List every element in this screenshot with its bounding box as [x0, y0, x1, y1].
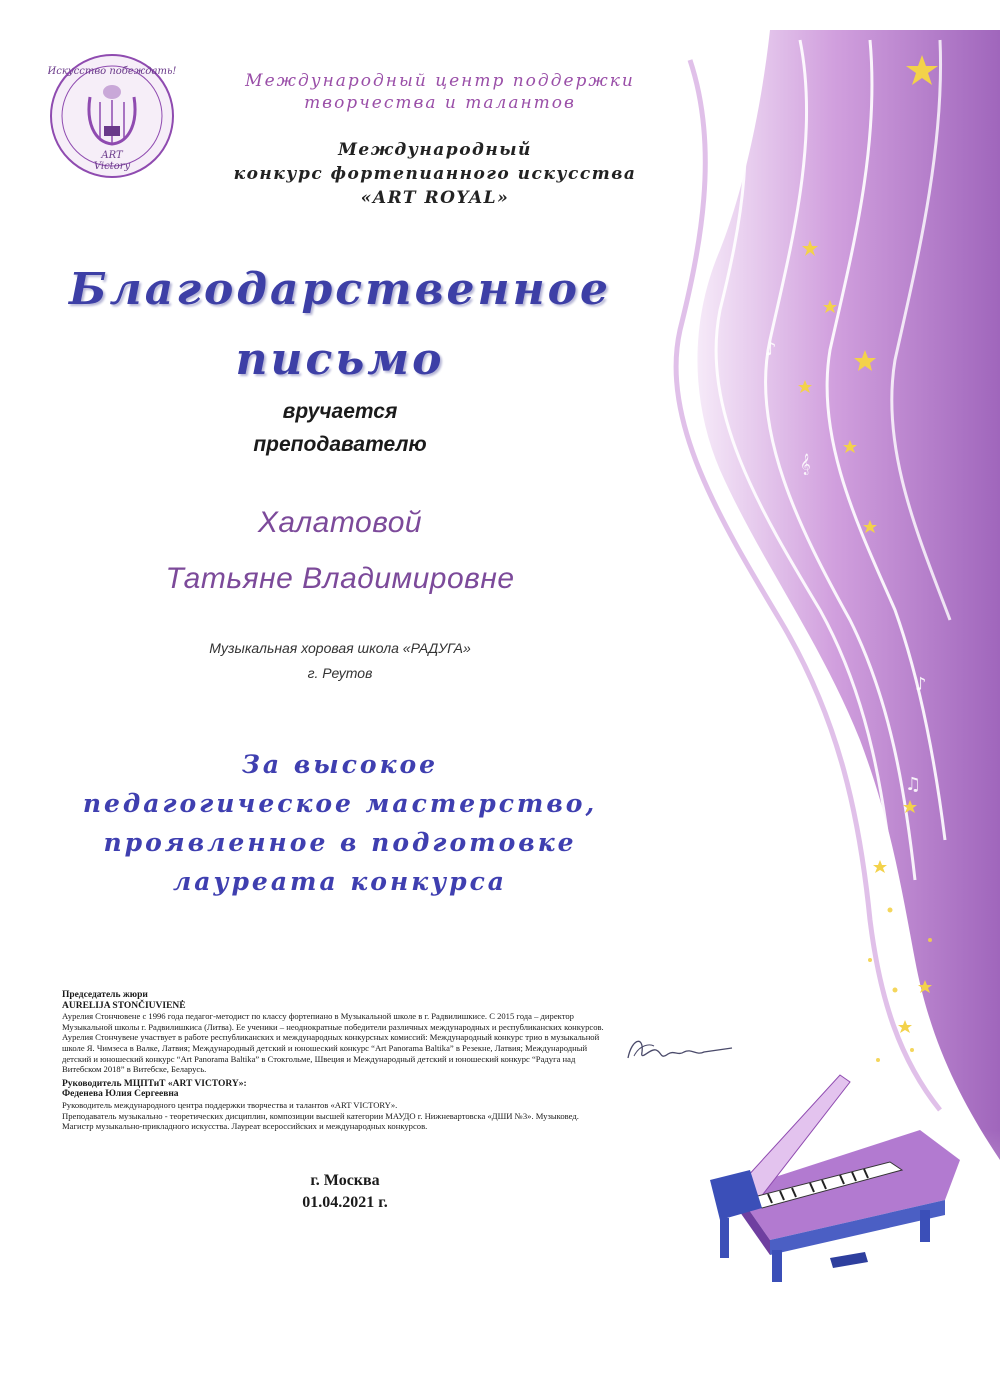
jury-chair-bio-line: Аурелия Стончювене с 1996 года педагог-методист по классу фортепиано в Музыкальной школе в г. Радвилишкисе. С 2015 года – директор: [62, 1011, 574, 1022]
head-bio-line: Магистр музыкально-прикладного искусства. Лауреат всероссийских и международных конкурсов.: [62, 1121, 428, 1132]
svg-text:♪: ♪: [765, 339, 777, 360]
merit-line-2: педагогическое мастерство,: [82, 789, 598, 818]
title-line-1: Благодарственное: [68, 264, 611, 315]
jury-chair-bio-line: Витебском 2018” в Витебске, Беларусь.: [62, 1064, 207, 1075]
recipient-given-name: Татьяне Владимировне: [165, 562, 515, 595]
presented-line-2: преподавателю: [253, 433, 427, 456]
place-and-date: [270, 1170, 420, 1214]
organizer-name: [240, 70, 640, 114]
head-bio-line: Руководитель международного центра поддержки творчества и талантов «ART VICTORY».: [62, 1099, 398, 1110]
certificate-title: [30, 255, 650, 395]
merit-line-3: проявленное в подготовке: [103, 828, 577, 857]
school-name: Музыкальная хоровая школа «РАДУГА»: [209, 640, 471, 656]
organizer-line-1: Международный центр поддержки: [245, 71, 635, 91]
recipient-surname: Халатовой: [257, 506, 423, 539]
signature: [620, 1030, 740, 1070]
head-name: Феденева Юлия Сергеевна: [62, 1089, 179, 1100]
jury-chair-bio-line: Аурелия Стончувене участвует в работе республиканских и международных конкурсных комиссий: Международный конкурс трио в музыкальной: [62, 1032, 600, 1043]
contest-line-1: Международный: [338, 140, 532, 160]
school-info: [140, 636, 540, 686]
svg-text:Искусство побеждать!: Искусство побеждать!: [48, 66, 176, 77]
head-title: Руководитель МЦПТиТ «ART VICTORY»:: [62, 1078, 247, 1089]
merit-line-1: За высокое: [241, 750, 439, 779]
jury-chair-bio-line: детский и юношеский конкурс “Art Panorama Baltika” в Стокгольме, Швеция и Международный детский и юношеский конкурс “Радуга над: [62, 1053, 576, 1064]
svg-text:Victory: Victory: [93, 161, 131, 172]
jury-chair-bio-line: школе Я. Чимзеса в Валке, Латвия; Международный детский и юношеский конкурс “Art Panorama Baltika” в Резекне, Латвия; Международный: [62, 1042, 588, 1053]
grand-piano-icon: [690, 1070, 980, 1285]
merit-line-4: лауреата конкурса: [173, 867, 507, 896]
recipient-name: [100, 495, 580, 607]
svg-text:♪: ♪: [915, 674, 927, 695]
contest-name: [210, 138, 660, 210]
school-city: г. Реутов: [307, 665, 373, 681]
art-victory-logo: [48, 52, 176, 180]
merit-statement: [40, 745, 640, 901]
head-bio-line: Преподаватель музыкально - теоретических дисциплин, композиции высшей категории МАУДО г. Нижневартовска «ДШИ №3». Музыковед.: [62, 1110, 579, 1121]
presented-to: [150, 395, 530, 461]
svg-text:ART: ART: [101, 150, 123, 161]
contest-line-3: «ART ROYAL»: [360, 188, 510, 208]
contest-line-2: конкурс фортепианного искусства: [233, 164, 637, 184]
svg-text:𝄞: 𝄞: [800, 454, 811, 475]
jury-chair-name: AURELIJA STONČIUVIENĖ: [62, 1000, 186, 1011]
svg-text:♫: ♫: [905, 774, 922, 795]
title-line-2: письмо: [235, 334, 445, 385]
jury-chair-title: Председатель жюри: [62, 990, 148, 1000]
issue-date: 01.04.2021 г.: [302, 1194, 388, 1211]
presented-line-1: вручается: [282, 400, 398, 423]
jury-chair-bio-line: Музыкальной школы г. Радвилишкиса (Литва). Ее ученики – неоднократные победители различных международных и республиканских конкурсов.: [62, 1021, 604, 1032]
city-name: г. Москва: [310, 1172, 380, 1189]
jury-info: [62, 990, 607, 1132]
organizer-line-2: творчества и талантов: [304, 93, 576, 113]
